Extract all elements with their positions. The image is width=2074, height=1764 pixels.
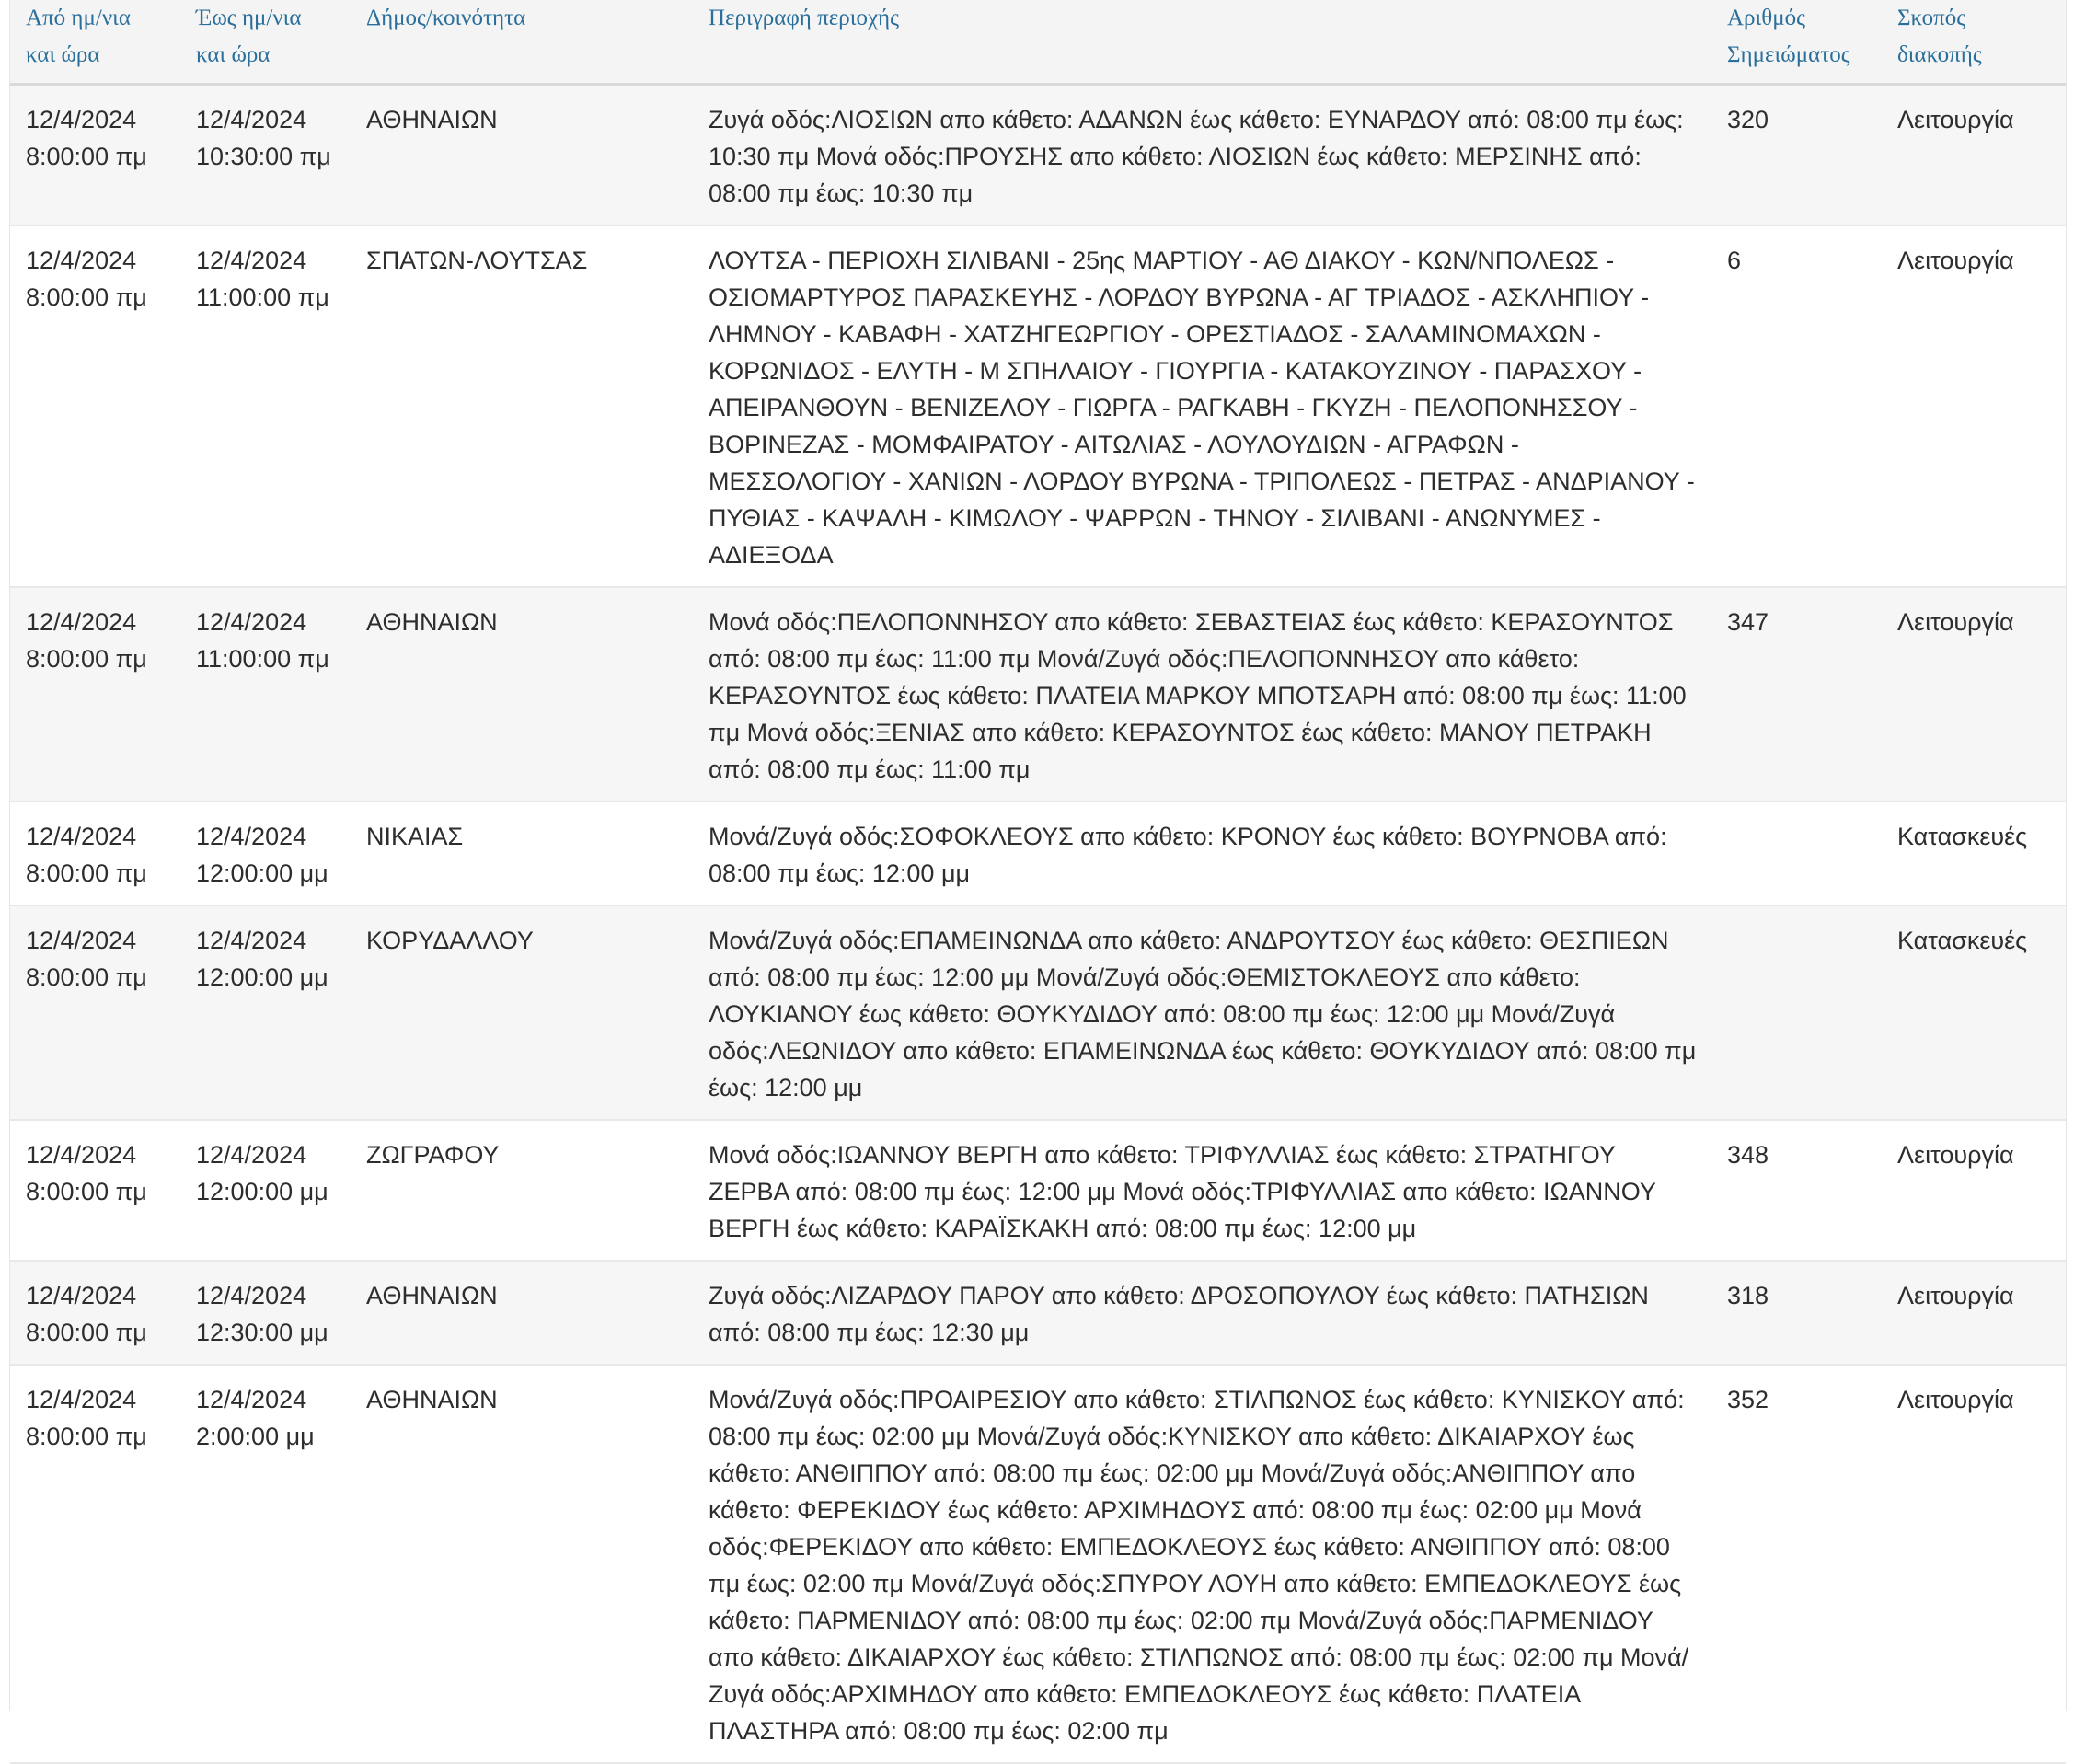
cell-description: Μονά/Ζυγά οδός:ΣΟΦΟΚΛΕΟΥΣ απο κάθετο: ΚΡΟΝΟΥ έως κάθετο: ΒΟΥΡΝΟΒΑ από: 08:00 πμ έως: 12:00 μμ	[709, 823, 1667, 887]
to-date: 12/4/2024	[196, 1282, 307, 1309]
table-row	[10, 587, 2066, 801]
to-time: 2:00:00 μμ	[196, 1423, 315, 1450]
header-from-line-2: και ώρα	[26, 42, 100, 67]
cell-from	[10, 801, 180, 905]
table-row	[10, 225, 2066, 587]
column-header-description[interactable]	[693, 0, 1711, 85]
from-time: 8:00:00 πμ	[26, 283, 147, 311]
from-date: 12/4/2024	[26, 1386, 137, 1413]
cell-from	[10, 905, 180, 1120]
cell-note-number	[1711, 801, 1882, 905]
to-time: 12:00:00 μμ	[196, 1178, 328, 1205]
from-date: 12/4/2024	[26, 927, 137, 954]
to-time: 12:00:00 μμ	[196, 963, 328, 991]
cell-to	[180, 1120, 351, 1261]
cell-description: Μονά/Ζυγά οδός:ΕΠΑΜΕΙΝΩΝΔΑ απο κάθετο: ΑΝΔΡΟΥΤΣΟΥ έως κάθετο: ΘΕΣΠΙΕΩΝ από: 08:00 πμ έως: 12:00 μμ Μονά/Ζυγά οδός:ΘΕΜΙΣΤΟΚΛΕΟΥΣ απο κάθετο: ΛΟΥΚΙΑΝΟΥ έως κάθετο: ΘΟΥΚΥΔΙΔΟΥ από: 08:00 πμ έως: 12:00 μμ Μονά/Ζυγά οδός:ΛΕΩΝΙΔΟΥ απο κάθετο: ΕΠΑΜΕΙΝΩΝΔΑ έως κάθετο: ΘΟΥΚΥΔΙΔΟΥ από: 08:00 πμ έως: 12:00 μμ	[709, 927, 1697, 1101]
table-row	[10, 1261, 2066, 1365]
outages-table	[10, 0, 2066, 1764]
to-time: 10:30:00 πμ	[196, 143, 331, 170]
to-date: 12/4/2024	[196, 1141, 307, 1169]
cell-from	[10, 1120, 180, 1261]
from-time: 8:00:00 πμ	[26, 645, 147, 673]
to-date: 12/4/2024	[196, 1386, 307, 1413]
column-header-purpose[interactable]	[1882, 0, 2066, 85]
cell-from	[10, 1261, 180, 1365]
cell-purpose: Κατασκευές	[1897, 927, 2028, 954]
cell-description: ΛΟΥΤΣΑ - ΠΕΡΙΟΧΗ ΣΙΛΙΒΑΝΙ - 25ης ΜΑΡΤΙΟΥ - ΑΘ ΔΙΑΚΟΥ - ΚΩΝ/ΝΠΟΛΕΩΣ - ΟΣΙΟΜΑΡΤΥΡΟΣ ΠΑΡΑΣΚΕΥΗΣ - ΛΟΡΔΟΥ ΒΥΡΩΝΑ - ΑΓ ΤΡΙΑΔΟΣ - ΑΣΚΛΗΠΙΟΥ - ΛΗΜΝΟΥ - ΚΑΒΑΦΗ - ΧΑΤΖΗΓΕΩΡΓΙΟΥ - ΟΡΕΣΤΙΑΔΟΣ - ΣΑΛΑΜΙΝΟΜΑΧΩΝ - ΚΟΡΩΝΙΔΟΣ - ΕΛΥΤΗ - Μ ΣΠΗΛΑΙΟΥ - ΓΙΟΥΡΓΙΑ - ΚΑΤΑΚΟΥΖΙΝΟΥ - ΠΑΡΑΣΧΟΥ - ΑΠΕΙΡΑΝΘΟΥΝ - ΒΕΝΙΖΕΛΟΥ - ΓΙΩΡΓΑ - ΡΑΓΚΑΒΗ - ΓΚΥΖΗ - ΠΕΛΟΠΟΝΗΣΣΟΥ - ΒΟΡΙΝΕΖΑΣ - ΜΟΜΦΑΙΡΑΤΟΥ - ΑΙΤΩΛΙΑΣ - ΛΟΥΛΟΥΔΙΩΝ - ΑΓΡΑΦΩΝ - ΜΕΣΣΟΛΟΓΙΟΥ - ΧΑΝΙΩΝ - ΛΟΡΔΟΥ ΒΥΡΩΝΑ - ΤΡΙΠΟΛΕΩΣ - ΠΕΤΡΑΣ - ΑΝΔΡΙΑΝΟΥ - ΠΥΘΙΑΣ - ΚΑΨΑΛΗ - ΚΙΜΩΛΟΥ - ΨΑΡΡΩΝ - ΤΗΝΟΥ - ΣΙΛΙΒΑΝΙ - ΑΝΩΝΥΜΕΣ - ΑΔΙΕΞΟΔΑ	[709, 247, 1695, 569]
to-date: 12/4/2024	[196, 927, 307, 954]
header-to-line-1: Έως ημ/νια	[196, 6, 302, 30]
table-row	[10, 801, 2066, 905]
header-to-line-2: και ώρα	[196, 42, 271, 67]
to-date: 12/4/2024	[196, 823, 307, 850]
header-municipality-spacer	[366, 37, 684, 74]
cell-municipality: ΑΘΗΝΑΙΩΝ	[366, 1386, 498, 1413]
to-time: 12:30:00 μμ	[196, 1319, 328, 1346]
to-time: 11:00:00 πμ	[196, 283, 329, 311]
from-time: 8:00:00 πμ	[26, 963, 147, 991]
cell-purpose: Λειτουργία	[1897, 106, 2014, 133]
cell-note-number: 6	[1727, 247, 1742, 274]
table-row	[10, 85, 2066, 226]
header-from-line-1: Από ημ/νια	[26, 6, 131, 30]
table-row	[10, 905, 2066, 1120]
cell-municipality: ΖΩΓΡΑΦΟΥ	[366, 1141, 500, 1169]
cell-note-number	[1711, 905, 1882, 1120]
column-header-to[interactable]	[180, 0, 351, 85]
cell-purpose: Λειτουργία	[1897, 247, 2014, 274]
cell-purpose: Κατασκευές	[1897, 823, 2028, 850]
header-purpose-line-2: διακοπής	[1897, 42, 1982, 67]
header-purpose-line-1: Σκοπός	[1897, 6, 1966, 30]
outages-table-container	[9, 0, 2067, 1745]
header-note-number-line-2: Σημειώματος	[1727, 42, 1850, 67]
cell-from	[10, 225, 180, 587]
cell-from	[10, 1365, 180, 1763]
cell-municipality: ΣΠΑΤΩΝ-ΛΟΥΤΣΑΣ	[366, 247, 588, 274]
from-time: 8:00:00 πμ	[26, 859, 147, 887]
cell-to	[180, 85, 351, 226]
cell-purpose: Λειτουργία	[1897, 1282, 2014, 1309]
cell-municipality: ΑΘΗΝΑΙΩΝ	[366, 1282, 498, 1309]
cell-note-number: 318	[1727, 1282, 1769, 1309]
cell-note-number: 348	[1727, 1141, 1769, 1169]
cell-note-number: 347	[1727, 608, 1769, 636]
header-description-spacer	[709, 37, 1702, 74]
from-time: 8:00:00 πμ	[26, 143, 147, 170]
column-header-note-number[interactable]	[1711, 0, 1882, 85]
cell-municipality: ΝΙΚΑΙΑΣ	[366, 823, 464, 850]
cell-municipality: ΑΘΗΝΑΙΩΝ	[366, 608, 498, 636]
cell-description: Ζυγά οδός:ΛΙΟΣΙΩΝ απο κάθετο: ΑΔΑΝΩΝ έως κάθετο: ΕΥΝΑΡΔΟΥ από: 08:00 πμ έως: 10:30 πμ Μονά οδός:ΠΡΟΥΣΗΣ απο κάθετο: ΛΙΟΣΙΩΝ έως κάθετο: ΜΕΡΣΙΝΗΣ από: 08:00 πμ έως: 10:30 πμ	[709, 106, 1684, 207]
from-date: 12/4/2024	[26, 247, 137, 274]
cell-description: Μονά οδός:ΠΕΛΟΠΟΝΝΗΣΟΥ απο κάθετο: ΣΕΒΑΣΤΕΙΑΣ έως κάθετο: ΚΕΡΑΣΟΥΝΤΟΣ από: 08:00 πμ έως: 11:00 πμ Μονά/Ζυγά οδός:ΠΕΛΟΠΟΝΝΗΣΟΥ απο κάθετο: ΚΕΡΑΣΟΥΝΤΟΣ έως κάθετο: ΠΛΑΤΕΙΑ ΜΑΡΚΟΥ ΜΠΟΤΣΑΡΗ από: 08:00 πμ έως: 11:00 πμ Μονά οδός:ΞΕΝΙΑΣ απο κάθετο: ΚΕΡΑΣΟΥΝΤΟΣ έως κάθετο: ΜΑΝΟΥ ΠΕΤΡΑΚΗ από: 08:00 πμ έως: 11:00 πμ	[709, 608, 1687, 783]
cell-to	[180, 905, 351, 1120]
cell-from	[10, 587, 180, 801]
header-note-number-line-1: Αριθμός	[1727, 6, 1806, 30]
cell-municipality: ΚΟΡΥΔΑΛΛΟΥ	[366, 927, 534, 954]
cell-description: Μονά οδός:ΙΩΑΝΝΟΥ ΒΕΡΓΗ απο κάθετο: ΤΡΙΦΥΛΛΙΑΣ έως κάθετο: ΣΤΡΑΤΗΓΟΥ ΖΕΡΒΑ από: 08:00 πμ έως: 12:00 μμ Μονά οδός:ΤΡΙΦΥΛΛΙΑΣ απο κάθετο: ΙΩΑΝΝΟΥ ΒΕΡΓΗ έως κάθετο: ΚΑΡΑΪΣΚΑΚΗ από: 08:00 πμ έως: 12:00 μμ	[709, 1141, 1656, 1242]
header-description-label: Περιγραφή περιοχής	[709, 6, 900, 30]
cell-purpose: Λειτουργία	[1897, 1141, 2014, 1169]
cell-description: Ζυγά οδός:ΛΙΖΑΡΔΟΥ ΠΑΡΟΥ απο κάθετο: ΔΡΟΣΟΠΟΥΛΟΥ έως κάθετο: ΠΑΤΗΣΙΩΝ από: 08:00 πμ έως: 12:30 μμ	[709, 1282, 1649, 1346]
to-time: 12:00:00 μμ	[196, 859, 328, 887]
to-date: 12/4/2024	[196, 106, 307, 133]
from-time: 8:00:00 πμ	[26, 1319, 147, 1346]
from-date: 12/4/2024	[26, 1141, 137, 1169]
table-row	[10, 1120, 2066, 1261]
cell-note-number: 320	[1727, 106, 1769, 133]
column-header-municipality[interactable]	[351, 0, 693, 85]
header-municipality-label: Δήμος/κοινότητα	[366, 6, 526, 30]
cell-to	[180, 225, 351, 587]
cell-note-number: 352	[1727, 1386, 1769, 1413]
cell-from	[10, 85, 180, 226]
from-date: 12/4/2024	[26, 106, 137, 133]
cell-purpose: Λειτουργία	[1897, 1386, 2014, 1413]
from-date: 12/4/2024	[26, 823, 137, 850]
from-date: 12/4/2024	[26, 608, 137, 636]
column-header-from[interactable]	[10, 0, 180, 85]
cell-purpose: Λειτουργία	[1897, 608, 2014, 636]
cell-description: Μονά/Ζυγά οδός:ΠΡΟΑΙΡΕΣΙΟΥ απο κάθετο: ΣΤΙΛΠΩΝΟΣ έως κάθετο: ΚΥΝΙΣΚΟΥ από: 08:00 πμ έως: 02:00 μμ Μονά/Ζυγά οδός:ΚΥΝΙΣΚΟΥ απο κάθετο: ΔΙΚΑΙΑΡΧΟΥ έως κάθετο: ΑΝΘΙΠΠΟΥ από: 08:00 πμ έως: 02:00 μμ Μονά/Ζυγά οδός:ΑΝΘΙΠΠΟΥ απο κάθετο: ΦΕΡΕΚΙΔΟΥ έως κάθετο: ΑΡΧΙΜΗΔΟΥΣ από: 08:00 πμ έως: 02:00 μμ Μονά οδός:ΦΕΡΕΚΙΔΟΥ απο κάθετο: ΕΜΠΕΔΟΚΛΕΟΥΣ έως κάθετο: ΑΝΘΙΠΠΟΥ από: 08:00 πμ έως: 02:00 πμ Μονά/Ζυγά οδός:ΣΠΥΡΟΥ ΛΟΥΗ απο κάθετο: ΕΜΠΕΔΟΚΛΕΟΥΣ έως κάθετο: ΠΑΡΜΕΝΙΔΟΥ από: 08:00 πμ έως: 02:00 πμ Μονά/Ζυγά οδός:ΠΑΡΜΕΝΙΔΟΥ απο κάθετο: ΔΙΚΑΙΑΡΧΟΥ έως κάθετο: ΣΤΙΛΠΩΝΟΣ από: 08:00 πμ έως: 02:00 πμ Μονά/Ζυγά οδός:ΑΡΧΙΜΗΔΟΥ απο κάθετο: ΕΜΠΕΔΟΚΛΕΟΥΣ έως κάθετο: ΠΛΑΤΕΙΑ ΠΛΑΣΤΗΡΑ από: 08:00 πμ έως: 02:00 πμ	[709, 1386, 1689, 1745]
cell-to	[180, 801, 351, 905]
to-time: 11:00:00 πμ	[196, 645, 329, 673]
from-date: 12/4/2024	[26, 1282, 137, 1309]
cell-municipality: ΑΘΗΝΑΙΩΝ	[366, 106, 498, 133]
cell-to	[180, 1261, 351, 1365]
from-time: 8:00:00 πμ	[26, 1423, 147, 1450]
table-row	[10, 1365, 2066, 1763]
cell-to	[180, 1365, 351, 1763]
to-date: 12/4/2024	[196, 608, 307, 636]
from-time: 8:00:00 πμ	[26, 1178, 147, 1205]
cell-to	[180, 587, 351, 801]
to-date: 12/4/2024	[196, 247, 307, 274]
table-header-row	[10, 0, 2066, 85]
